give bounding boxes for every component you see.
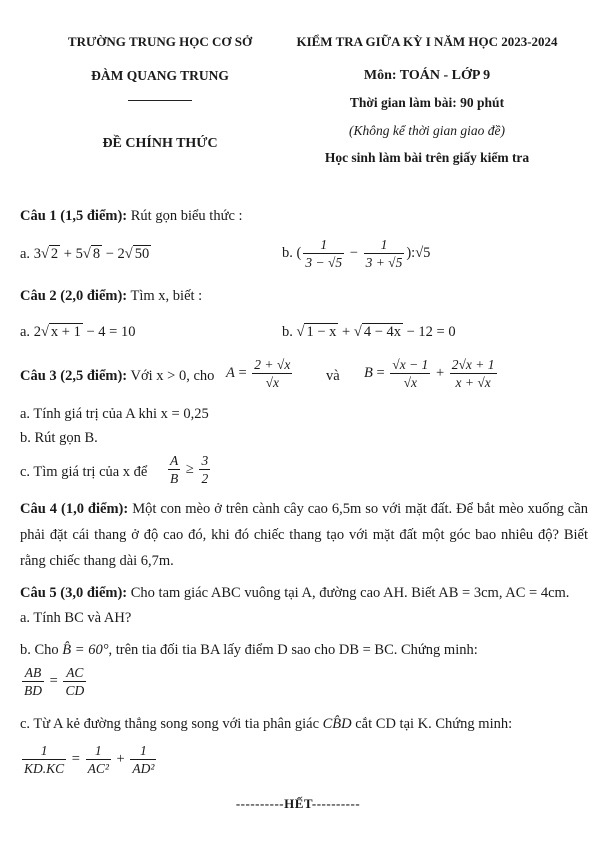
school-name-line1: TRƯỜNG TRUNG HỌC CƠ SỞ xyxy=(67,34,253,49)
q1a-expression: 3√ 2 + 5√ 8 − 2√ 50 xyxy=(33,246,150,262)
q1b-label: b. xyxy=(282,244,293,261)
q3c-text: c. Tìm giá trị của x để xyxy=(20,464,148,480)
question-5-label: Câu 5 (3,0 điểm): xyxy=(20,585,128,601)
question-2-parts xyxy=(20,322,588,342)
exam-content xyxy=(20,206,588,782)
q5b xyxy=(20,640,588,660)
question-3-text: Với x > 0, cho xyxy=(130,368,215,384)
question-3 xyxy=(20,356,588,396)
question-4 xyxy=(20,496,588,574)
question-4-label: Câu 4 (1,0 điểm): xyxy=(20,501,129,517)
q1b-expression: ( $\frac{1}{3 - √5}$ − $\frac{1}{3 + √5}$ ):√5 xyxy=(296,237,431,270)
q5b-pre: b. Cho xyxy=(20,642,59,658)
q2b-label: b. xyxy=(282,324,293,340)
question-1-text: Rút gọn biểu thức : xyxy=(130,208,243,224)
exam-note: (Không kể thời gian giao đề) xyxy=(348,123,506,138)
school-name-line2: ĐÀM QUANG TRUNG xyxy=(91,68,229,83)
question-3-label: Câu 3 (2,5 điểm): xyxy=(20,368,128,384)
q3b: b. Rút gọn B. xyxy=(20,430,98,446)
q5c-pre: c. Từ A kẻ đường thẳng song song với tia phân giác xyxy=(20,716,319,732)
q5c-proof: $\frac{1}{KD.KC}$ = $\frac{1}{\text{AC²}}$ + $\frac{1}{\text{AD²}}$ xyxy=(24,743,155,776)
q3a: a. Tính giá trị của A khi x = 0,25 xyxy=(20,406,209,422)
q5c xyxy=(20,714,588,734)
q2a-label: a. xyxy=(20,324,31,340)
q3c xyxy=(20,452,588,492)
q5a: a. Tính BC và AH? xyxy=(20,610,132,626)
question-5 xyxy=(20,580,588,606)
q5c-post: cắt CD tại K. Chứng minh: xyxy=(355,716,513,732)
exam-block xyxy=(268,34,586,166)
q3-expression-a: A = $\frac{2 + √x}{√x}$ xyxy=(226,357,291,390)
question-5-text: Cho tam giác ABC vuông tại A, đường cao AH. Biết AB = 3cm, AC = 4cm. xyxy=(130,585,570,601)
q5b-post: , trên tia đối tia BA lấy điểm D sao cho DB = BC. Chứng minh: xyxy=(108,642,478,658)
q5b-proof: $\frac{AB}{BD}$ = $\frac{AC}{CD}$ xyxy=(24,665,85,698)
q2a-expression: 2√ x + 1 − 4 = 10 xyxy=(33,324,136,340)
q5c-angle: CB̂D xyxy=(322,716,352,732)
q2b xyxy=(282,322,456,342)
exam-duration: Thời gian làm bài: 90 phút xyxy=(349,95,505,110)
q3-expression-b: B = $\frac{√x - 1}{√x}$ + $\frac{2√x + 1}{x + √x}$ xyxy=(364,357,495,390)
exam-instruction: Học sinh làm bài trên giấy kiểm tra xyxy=(324,150,530,165)
official-label: ĐỀ CHÍNH THỨC xyxy=(102,136,218,151)
q3-and: và xyxy=(326,368,340,384)
end-marker: ----------HẾT---------- xyxy=(235,796,361,811)
school-block xyxy=(40,34,280,101)
question-1 xyxy=(20,206,588,226)
question-2-text: Tìm x, biết : xyxy=(130,288,203,304)
header-divider xyxy=(128,100,192,101)
exam-title: KIỂM TRA GIỮA KỲ I NĂM HỌC 2023-2024 xyxy=(296,34,558,49)
q1a-label: a. xyxy=(20,246,31,262)
question-4-text: Một con mèo ở trên cành cây cao 6,5m so với mặt đất. Để bắt mèo xuống cần phải đặt cái thang ở độ cao đó, khi đó chiếc thang tạo với mặt đất một góc bao nhiêu độ? Biết rằng chiếc thang dài 6,7m. xyxy=(20,501,589,569)
q2b-expression: √ 1 − x + √ 4 − 4x − 12 = 0 xyxy=(296,324,456,340)
q5b-frac-right: $\frac{AC}{CD}$ xyxy=(65,665,85,698)
question-2 xyxy=(20,286,588,306)
q1b xyxy=(282,236,430,271)
exam-subject: Môn: TOÁN - LỚP 9 xyxy=(363,68,491,83)
q3c-expression: $\frac{A}{B}$ ≥ $\frac{3}{2}$ xyxy=(170,453,209,486)
q5b-angle: B̂ = 60° xyxy=(62,642,109,658)
q5b-frac-left: $\frac{AB}{BD}$ xyxy=(24,665,42,698)
question-1-parts xyxy=(20,237,588,270)
question-2-label: Câu 2 (2,0 điểm): xyxy=(20,288,128,304)
question-1-label: Câu 1 (1,5 điểm): xyxy=(20,208,128,224)
